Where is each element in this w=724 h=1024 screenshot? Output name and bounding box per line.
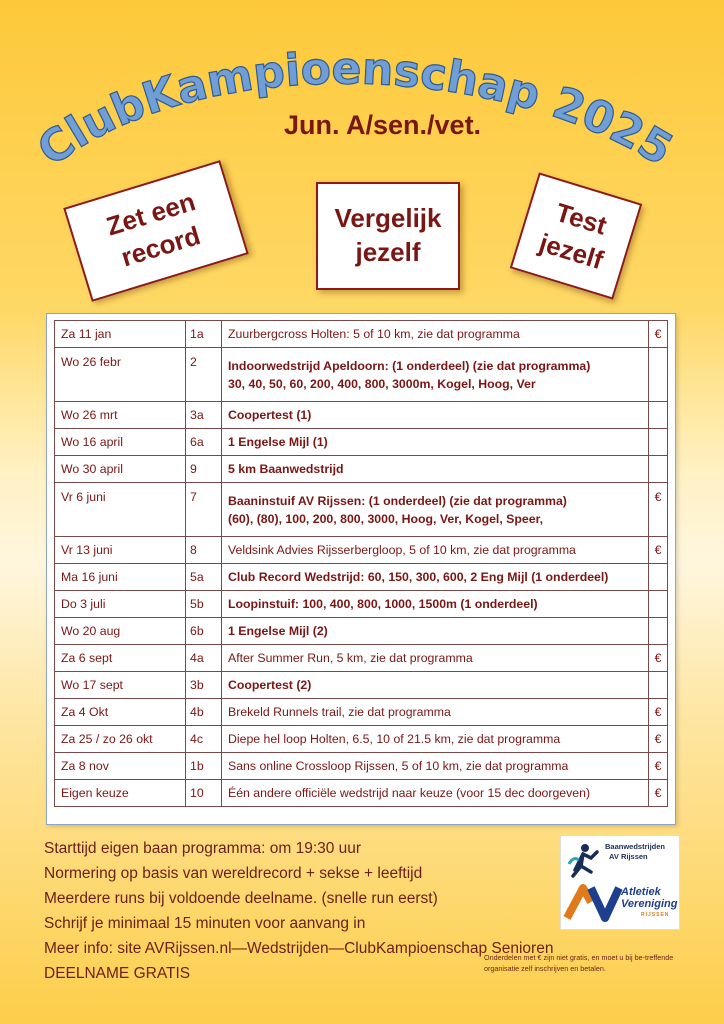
schedule-event-line1: 1 Engelse Mijl (2) (228, 624, 328, 638)
schedule-event-line1: Baaninstuif AV Rijssen: (1 onderdeel) (zie dat programma) (228, 493, 567, 508)
schedule-event-line1: 5 km Baanwedstrijd (228, 462, 344, 476)
title-arc (0, 0, 724, 200)
schedule-event-line1: Sans online Crossloop Rijssen, 5 of 10 km, zie dat programma (228, 759, 569, 773)
schedule-code: 3a (186, 402, 222, 429)
schedule-cost: € (649, 537, 668, 564)
schedule-date: Wo 20 aug (55, 618, 186, 645)
schedule-event-line1: Diepe hel loop Holten, 6.5, 10 of 21.5 km, zie dat programma (228, 732, 561, 746)
schedule-event (222, 348, 649, 402)
schedule-event-line1: Veldsink Advies Rijsserbergloop, 5 of 10 km, zie dat programma (228, 543, 576, 557)
schedule-code: 1a (186, 321, 222, 348)
schedule-row (55, 483, 668, 537)
schedule-code: 5a (186, 564, 222, 591)
schedule-row (55, 321, 668, 348)
schedule-event-line1: Brekeld Runnels trail, zie dat programma (228, 705, 451, 719)
schedule-event (222, 402, 649, 429)
schedule-event (222, 726, 649, 753)
page-subtitle: Jun. A/sen./vet. (284, 110, 482, 140)
schedule-row (55, 591, 668, 618)
schedule-row (55, 645, 668, 672)
info-block (44, 836, 553, 986)
schedule-cost: € (649, 483, 668, 537)
schedule-code: 4b (186, 699, 222, 726)
schedule-row (55, 537, 668, 564)
schedule-cost (649, 672, 668, 699)
info-line-norms: Normering op basis van wereldrecord + sekse + leeftijd (44, 865, 423, 882)
av-mark-icon (567, 888, 619, 918)
schedule-row (55, 672, 668, 699)
schedule-cost (649, 456, 668, 483)
schedule-event-line1: Coopertest (1) (228, 408, 312, 422)
schedule-cost (649, 402, 668, 429)
schedule-event (222, 591, 649, 618)
schedule-row (55, 456, 668, 483)
schedule-event (222, 780, 649, 807)
schedule-code: 6b (186, 618, 222, 645)
schedule-date: Za 11 jan (55, 321, 186, 348)
schedule-row (55, 564, 668, 591)
schedule-row (55, 348, 668, 402)
schedule-row (55, 402, 668, 429)
schedule-event-line1: 1 Engelse Mijl (1) (228, 435, 328, 449)
schedule-row (55, 429, 668, 456)
schedule-code: 4c (186, 726, 222, 753)
schedule-event (222, 672, 649, 699)
schedule-cost (649, 618, 668, 645)
schedule-event (222, 564, 649, 591)
schedule-code: 10 (186, 780, 222, 807)
schedule-code: 9 (186, 456, 222, 483)
schedule-date: Wo 26 febr (55, 348, 186, 402)
schedule-date: Za 4 Okt (55, 699, 186, 726)
schedule-body (55, 321, 668, 807)
page-title-text: ClubKampioenschap 2025 (28, 43, 682, 177)
runners-icon (569, 844, 597, 876)
info-line-runs: Meerdere runs bij voldoende deelname. (snelle run eerst) (44, 890, 438, 907)
schedule-event (222, 456, 649, 483)
footnote: Onderdelen met € zijn niet gratis, en moet u bij be-treffende organisatie zelf inschrijven en betalen. (484, 953, 674, 973)
tag-test-jezelf: Test jezelf (510, 172, 643, 299)
schedule-event-line1: Club Record Wedstrijd: 60, 150, 300, 600, 2 Eng Mijl (1 onderdeel) (228, 570, 609, 584)
tag-vergelijk-jezelf: Vergelijk jezelf (316, 182, 460, 290)
schedule-date: Za 8 nov (55, 753, 186, 780)
logo-brand (621, 886, 677, 910)
info-line-more-info: Meer info: site AVRijssen.nl—Wedstrijden—ClubKampioenschap Senioren (44, 940, 554, 957)
schedule-cost: € (649, 645, 668, 672)
schedule-cost (649, 564, 668, 591)
schedule-date: Eigen keuze (55, 780, 186, 807)
schedule-code: 2 (186, 348, 222, 402)
schedule-date: Do 3 juli (55, 591, 186, 618)
schedule-cost: € (649, 699, 668, 726)
logo-brand-1: Atletiek (621, 886, 661, 898)
schedule-event-line1: Zuurbergcross Holten: 5 of 10 km, zie dat programma (228, 327, 520, 341)
schedule-event (222, 321, 649, 348)
schedule-row (55, 753, 668, 780)
schedule-event (222, 753, 649, 780)
logo-top-text-1: Baanwedstrijden (605, 842, 666, 851)
schedule-event-line2: 30, 40, 50, 60, 200, 400, 800, 3000m, Kogel, Hoog, Ver (228, 376, 536, 391)
logo-brand-3: RIJSSEN (641, 912, 670, 918)
schedule-cost: € (649, 753, 668, 780)
schedule-frame (46, 313, 676, 825)
info-line-free: DEELNAME GRATIS (44, 965, 191, 982)
schedule-event-line2: (60), (80), 100, 200, 800, 3000, Hoog, Ver, Kogel, Speer, (228, 511, 544, 526)
schedule-cost (649, 348, 668, 402)
schedule-row (55, 726, 668, 753)
schedule-code: 8 (186, 537, 222, 564)
schedule-code: 6a (186, 429, 222, 456)
schedule-event-line1: Coopertest (2) (228, 678, 312, 692)
schedule-code: 7 (186, 483, 222, 537)
info-line-register: Schrijf je minimaal 15 minuten voor aanvang in (44, 915, 366, 932)
schedule-date: Wo 17 sept (55, 672, 186, 699)
schedule-cost: € (649, 726, 668, 753)
schedule-date: Za 6 sept (55, 645, 186, 672)
schedule-date: Za 25 / zo 26 okt (55, 726, 186, 753)
schedule-date: Vr 13 juni (55, 537, 186, 564)
tag-zet-een-record: Zet een record (63, 160, 248, 302)
schedule-cost: € (649, 321, 668, 348)
logo-top-text-2: AV Rijssen (609, 852, 648, 861)
logo-top-text (605, 842, 665, 862)
schedule-date: Vr 6 juni (55, 483, 186, 537)
schedule-event-line1: Indoorwedstrijd Apeldoorn: (1 onderdeel) (zie dat programma) (228, 358, 591, 373)
schedule-event-line1: Één andere officiële wedstrijd naar keuze (voor 15 dec doorgeven) (228, 786, 591, 800)
schedule-date: Wo 26 mrt (55, 402, 186, 429)
schedule-date: Wo 30 april (55, 456, 186, 483)
schedule-cost (649, 591, 668, 618)
schedule-event (222, 483, 649, 537)
schedule-event-line1: After Summer Run, 5 km, zie dat programma (228, 651, 473, 665)
schedule-row (55, 618, 668, 645)
schedule-event (222, 645, 649, 672)
schedule-table (54, 320, 668, 807)
schedule-row (55, 780, 668, 807)
schedule-event (222, 537, 649, 564)
schedule-code: 4a (186, 645, 222, 672)
schedule-event (222, 618, 649, 645)
schedule-event (222, 429, 649, 456)
schedule-code: 1b (186, 753, 222, 780)
schedule-row (55, 699, 668, 726)
schedule-event-line1: Loopinstuif: 100, 400, 800, 1000, 1500m (1 onderdeel) (228, 597, 538, 611)
info-line-start-time: Starttijd eigen baan programma: om 19:30 uur (44, 840, 362, 857)
club-logo (560, 835, 680, 930)
schedule-code: 3b (186, 672, 222, 699)
schedule-date: Wo 16 april (55, 429, 186, 456)
logo-brand-2: Vereniging (621, 898, 678, 910)
schedule-code: 5b (186, 591, 222, 618)
schedule-cost: € (649, 780, 668, 807)
schedule-cost (649, 429, 668, 456)
schedule-date: Ma 16 juni (55, 564, 186, 591)
schedule-event (222, 699, 649, 726)
